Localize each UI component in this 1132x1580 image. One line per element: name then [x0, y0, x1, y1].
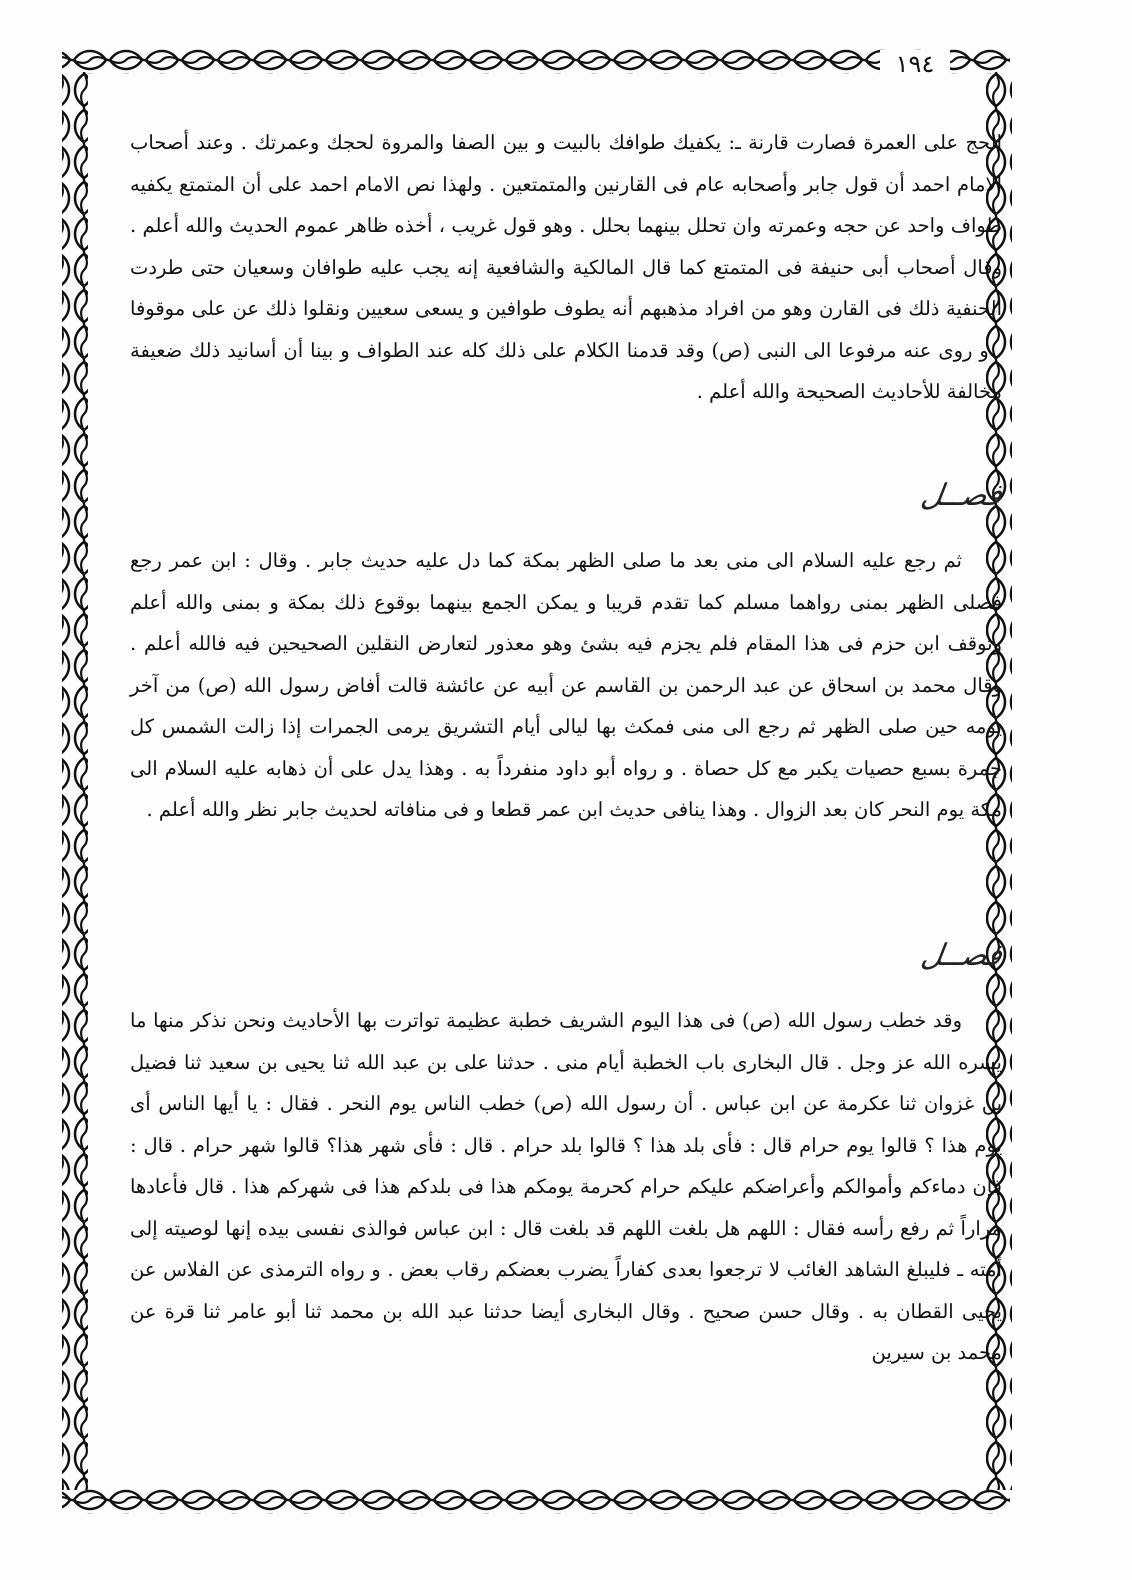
body-text-top: [130, 122, 1002, 474]
section-heading-text: فصــل: [918, 478, 1005, 513]
section-heading: [700, 938, 1005, 994]
body-text-middle: [130, 540, 1002, 920]
paragraph: وقد خطب رسول الله (ص) فى هذا اليوم الشريف خطبة عظيمة تواترت بها الأحاديث ونحن نذكر منها ما يسره الله عز وجل . قال البخارى باب الخطبة أيام منى . حدثنا على بن عبد الله ثنا يحيى بن سعيد ثنا فضيل بن غزوان ثنا عكرمة عن ابن عباس . أن رسول الله (ص) خطب الناس يوم النحر . فقال : يا أيها الناس أى يوم هذا ؟ قالوا يوم حرام قال : فأى بلد هذا ؟ قالوا بلد حرام . قال : فأى شهر هذا؟ قالوا شهر حرام . قال : فإن دماءكم وأموالكم وأعراضكم عليكم حرام كحرمة يومكم هذا فى بلدكم هذا فى شهركم هذا . قال فأعادها مراراً ثم رفع رأسه فقال : اللهم هل بلغت اللهم قد بلغت قال : ابن عباس فوالذى نفسى بيده إنها لوصيته إلى أمته ـ فليبلغ الشاهد الغائب لا ترجعوا بعدى كفاراً يضرب بعضكم رقاب بعض . و رواه الترمذى عن الفلاس عن يحيى القطان به . وقال حسن صحيح . وقال البخارى أيضا حدثنا عبد الله بن محمد ثنا أبو عامر ثنا قرة عن محمد بن سيرين: [130, 1009, 1002, 1364]
body-text-bottom: [130, 1000, 1002, 1470]
page-number: ١٩٤: [880, 50, 950, 82]
section-heading: [700, 478, 1005, 534]
paragraph: الحج على العمرة فصارت قارنة ـ: يكفيك طوافك بالبيت و بين الصفا والمروة لحجك وعمرتك . وعند أصحاب الامام احمد أن قول جابر وأصحابه عام فى القارنين والمتمتعين . ولهذا نص الامام احمد على أن المتمتع يكفيه طواف واحد عن حجه وعمرته وان تحلل بينهما بحلل . وهو قول غريب ، أخذه ظاهر عموم الحديث والله أعلم . وقال أصحاب أبى حنيفة فى المتمتع كما قال المالكية والشافعية إنه يجب عليه طوافان وسعيان حتى طردت الحنفية ذلك فى القارن وهو من افراد مذهبهم أنه يطوف طوافين و يسعى سعيين ونقلوا ذلك عن على موقوفا . و روى عنه مرفوعا الى النبى (ص) وقد قدمنا الكلام على ذلك كله عند الطواف و بينا أن أسانيد ذلك ضعيفة مخالفة للأحاديث الصحيحة والله أعلم .: [130, 131, 1002, 403]
section-heading-text: فصــل: [918, 938, 1005, 973]
paragraph: ثم رجع عليه السلام الى منى بعد ما صلى الظهر بمكة كما دل عليه حديث جابر . وقال : ابن عمر رجع فصلى الظهر بمنى رواهما مسلم كما تقدم قريبا و يمكن الجمع بينهما بوقوع ذلك بمكة و بمنى والله أعلم وتوقف ابن حزم فى هذا المقام فلم يجزم فيه بشئ وهو معذور لتعارض النقلين الصحيحين فيه فالله أعلم . وقال محمد بن اسحاق عن عبد الرحمن بن القاسم عن أبيه عن عائشة قالت أفاض رسول الله (ص) من آخر يومه حين صلى الظهر ثم رجع الى منى فمكث بها ليالى أيام التشريق يرمى الجمرات إذا زالت الشمس كل جمرة بسبع حصيات يكبر مع كل حصاة . و رواه أبو داود منفرداً به . وهذا يدل على أن ذهابه عليه السلام الى مكة يوم النحر كان بعد الزوال . وهذا ينافى حديث ابن عمر قطعا و فى منافاته لحديث جابر نظر والله أعلم .: [130, 549, 1002, 821]
